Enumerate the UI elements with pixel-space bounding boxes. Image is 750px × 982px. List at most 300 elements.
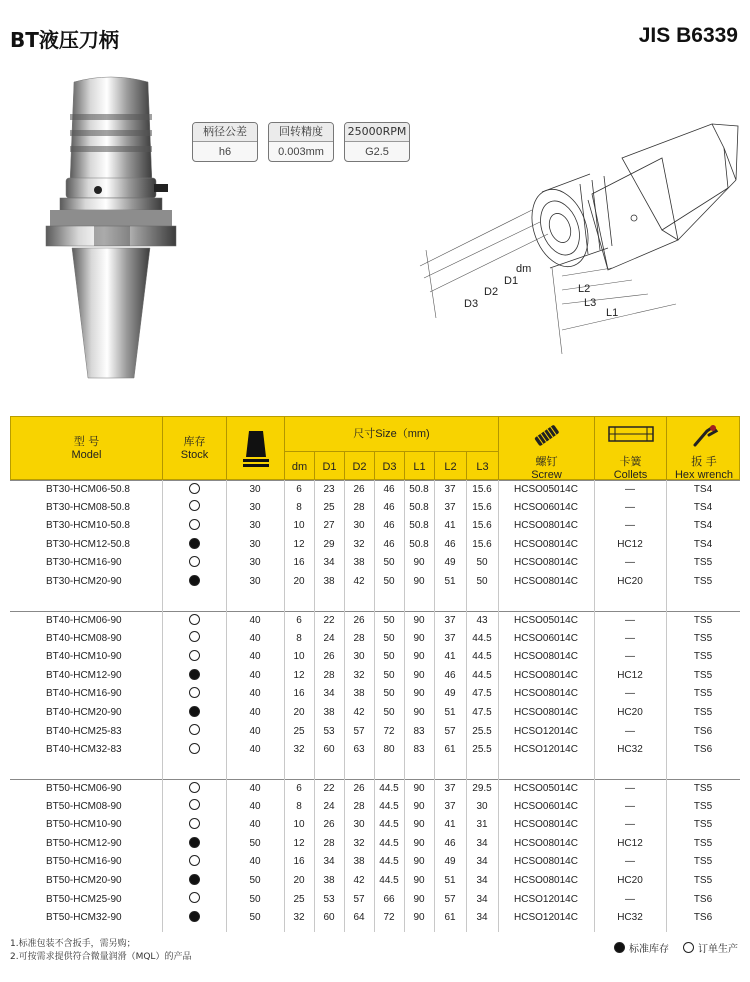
cell-d3: 46 <box>383 520 395 532</box>
table-row <box>10 630 740 649</box>
wrench-header-en: Hex wrench <box>674 469 734 481</box>
collets-header-en: Collets <box>613 469 648 481</box>
cell-d1: 34 <box>323 557 335 569</box>
badge-label: 25000RPM <box>345 123 409 142</box>
cell-d3: 44.5 <box>379 837 399 849</box>
cell-d2: 42 <box>353 707 365 718</box>
cell-l2: 37 <box>444 800 456 812</box>
cell-l1: 90 <box>413 651 425 663</box>
column-divider <box>374 480 375 932</box>
stock-indicator <box>162 573 226 592</box>
l3-label: L3 <box>584 297 597 309</box>
cell-screw: HCSO12014C <box>514 744 578 756</box>
cell-model: BT50-HCM06-90 <box>46 783 122 794</box>
collet-icon <box>607 423 655 445</box>
cell-l1: 90 <box>413 856 425 868</box>
open-circle-icon <box>189 743 200 754</box>
cell-collet: — <box>625 615 635 626</box>
hex-wrench-icon <box>689 421 719 449</box>
filled-circle-icon <box>189 669 200 680</box>
cell-d1: 24 <box>323 632 335 644</box>
wrench-header <box>667 417 741 481</box>
open-circle-icon <box>189 892 200 903</box>
cell-l1: 90 <box>413 669 425 681</box>
table-row <box>10 685 740 704</box>
cell-d2: 42 <box>353 875 365 886</box>
cell-d3: 50 <box>383 707 395 718</box>
cell-l1: 50.8 <box>409 501 429 513</box>
cell-d1: 34 <box>323 688 335 700</box>
cell-dm: 25 <box>293 725 305 737</box>
cell-d2: 38 <box>353 557 365 569</box>
stock-indicator <box>162 891 226 910</box>
cell-wrench: TS5 <box>693 632 713 644</box>
cell-dm: 12 <box>293 538 305 550</box>
cell-l2: 49 <box>444 557 456 569</box>
table-row <box>10 667 740 686</box>
cell-screw: HCSO08014C <box>514 875 578 886</box>
footnote: 1.标准包装不含扳手，需另购； <box>10 939 136 949</box>
cell-dm: 10 <box>293 520 305 532</box>
table-row <box>10 499 740 518</box>
cell-dm: 8 <box>296 800 302 812</box>
cell-l2: 51 <box>444 707 456 718</box>
cell-model: BT50-HCM10-90 <box>46 819 122 831</box>
cell-l3: 50 <box>476 557 488 569</box>
cell-dm: 16 <box>293 688 305 700</box>
cell-collet: — <box>625 800 635 812</box>
cell-bt: 30 <box>249 501 261 513</box>
cell-model: BT50-HCM25-90 <box>46 893 122 905</box>
cell-screw: HCSO08014C <box>514 856 578 868</box>
stock-header <box>163 417 227 481</box>
page-title: BT液压刀柄 <box>10 28 119 52</box>
cell-wrench: TS4 <box>693 501 713 513</box>
cell-collet: — <box>625 893 635 905</box>
dim-header-d2: D2 <box>345 451 375 481</box>
cell-dm: 6 <box>296 783 302 794</box>
cell-l1: 90 <box>413 837 425 849</box>
cell-bt: 30 <box>249 538 261 550</box>
cell-model: BT50-HCM16-90 <box>46 856 122 868</box>
cell-model: BT40-HCM25-83 <box>46 725 122 737</box>
cell-l2: 57 <box>444 725 456 737</box>
stock-indicator <box>162 741 226 760</box>
open-circle-icon <box>189 631 200 642</box>
table-row <box>10 909 740 928</box>
cell-d1: 38 <box>323 707 335 718</box>
legend-order: 订单生产 <box>698 944 738 955</box>
cell-collet: HC12 <box>617 538 643 550</box>
cell-l1: 90 <box>413 875 425 886</box>
cell-bt: 40 <box>249 669 261 681</box>
cell-dm: 32 <box>293 744 305 756</box>
stock-indicator <box>162 835 226 854</box>
model-header-cn: 型 号 <box>73 435 100 448</box>
stock-indicator <box>162 536 226 555</box>
cell-l3: 34 <box>476 875 488 886</box>
cell-collet: — <box>625 725 635 737</box>
tool-holder-photo <box>36 72 186 392</box>
cell-l1: 90 <box>413 557 425 569</box>
cell-bt: 50 <box>249 837 261 849</box>
cell-l3: 44.5 <box>472 632 492 644</box>
cell-d2: 32 <box>353 669 365 681</box>
column-divider <box>344 480 345 932</box>
cell-model: BT30-HCM08-50.8 <box>46 501 130 513</box>
cell-dm: 12 <box>293 669 305 681</box>
cell-bt: 40 <box>249 800 261 812</box>
cell-bt: 40 <box>249 819 261 831</box>
cell-l1: 90 <box>413 912 425 924</box>
table-row <box>10 723 740 742</box>
open-circle-icon <box>189 500 200 511</box>
taper-header <box>227 417 285 481</box>
column-divider <box>434 480 435 932</box>
stock-indicator <box>162 909 226 928</box>
stock-indicator <box>162 648 226 667</box>
cell-bt: 30 <box>249 557 261 569</box>
runout-badge <box>268 122 334 162</box>
cell-d1: 24 <box>323 800 335 812</box>
cell-d3: 80 <box>383 744 395 756</box>
cell-bt: 40 <box>249 783 261 794</box>
cell-l3: 34 <box>476 893 488 905</box>
cell-d2: 42 <box>353 576 365 587</box>
cell-d2: 30 <box>353 520 365 532</box>
cell-l2: 37 <box>444 783 456 794</box>
cell-wrench: TS6 <box>693 725 713 737</box>
cell-l1: 83 <box>413 744 425 756</box>
cell-l2: 41 <box>444 819 456 831</box>
cell-l2: 46 <box>444 538 456 550</box>
cell-d1: 28 <box>323 837 335 849</box>
cell-d3: 46 <box>383 538 395 550</box>
stock-indicator <box>162 517 226 536</box>
table-row <box>10 536 740 555</box>
cell-l2: 37 <box>444 615 456 626</box>
cell-collet: HC20 <box>617 875 643 886</box>
table-row <box>10 480 740 499</box>
d3-label: D3 <box>464 298 479 310</box>
cell-d1: 38 <box>323 576 335 587</box>
open-circle-icon <box>189 483 200 494</box>
cell-l1: 83 <box>413 725 425 737</box>
cell-d3: 66 <box>383 893 395 905</box>
table-row <box>10 741 740 760</box>
cell-collet: HC12 <box>617 837 643 849</box>
cell-dm: 8 <box>296 632 302 644</box>
badge-label: 柄径公差 <box>193 123 257 142</box>
cell-dm: 20 <box>293 707 305 718</box>
cell-collet: HC20 <box>617 707 643 718</box>
column-divider <box>284 480 285 932</box>
cell-l2: 41 <box>444 520 456 532</box>
cell-l1: 90 <box>413 783 425 794</box>
cell-d2: 30 <box>353 651 365 663</box>
cell-l3: 15.6 <box>472 501 492 513</box>
cell-screw: HCSO08014C <box>514 837 578 849</box>
cell-l3: 44.5 <box>472 669 492 681</box>
cell-collet: — <box>625 856 635 868</box>
cell-dm: 6 <box>296 484 302 495</box>
cell-l2: 37 <box>444 632 456 644</box>
cell-collet: HC32 <box>617 744 643 756</box>
cell-d2: 38 <box>353 856 365 868</box>
cell-bt: 50 <box>249 912 261 924</box>
cell-collet: HC20 <box>617 576 643 587</box>
cell-l3: 30 <box>476 800 488 812</box>
cell-screw: HCSO06014C <box>514 800 578 812</box>
cell-d1: 28 <box>323 669 335 681</box>
table-row <box>10 779 740 798</box>
column-divider <box>226 480 227 932</box>
cell-l3: 47.5 <box>472 707 492 718</box>
column-divider <box>466 480 467 932</box>
cell-screw: HCSO08014C <box>514 557 578 569</box>
standard-code: JIS B6339 <box>638 24 738 47</box>
cell-model: BT50-HCM08-90 <box>46 800 122 812</box>
size-header: 尺寸Size（mm) <box>285 417 499 451</box>
stock-indicator <box>162 704 226 723</box>
cell-l1: 50.8 <box>409 520 429 532</box>
cell-model: BT30-HCM12-50.8 <box>46 538 130 550</box>
cell-d3: 50 <box>383 576 395 587</box>
dim-header-l3: L3 <box>467 451 499 481</box>
cell-dm: 32 <box>293 912 305 924</box>
cell-d3: 50 <box>383 557 395 569</box>
cell-dm: 8 <box>296 501 302 513</box>
cell-screw: HCSO12014C <box>514 912 578 924</box>
cell-l1: 90 <box>413 800 425 812</box>
cell-wrench: TS4 <box>693 538 713 550</box>
table-row <box>10 816 740 835</box>
cell-l3: 25.5 <box>472 725 492 737</box>
cell-d3: 50 <box>383 615 395 626</box>
badge-value: 0.003mm <box>278 146 324 158</box>
column-divider <box>666 480 667 932</box>
dm-label: dm <box>516 263 532 275</box>
cell-l3: 44.5 <box>472 651 492 663</box>
cell-l3: 47.5 <box>472 688 492 700</box>
cell-wrench: TS5 <box>693 783 713 794</box>
cell-l1: 90 <box>413 615 425 626</box>
cell-l2: 61 <box>444 744 456 756</box>
open-circle-icon <box>189 519 200 530</box>
stock-indicator <box>162 612 226 631</box>
cell-screw: HCSO08014C <box>514 576 578 587</box>
cell-l3: 15.6 <box>472 484 492 495</box>
cell-model: BT40-HCM08-90 <box>46 632 122 644</box>
cell-d1: 27 <box>323 520 335 532</box>
cell-screw: HCSO12014C <box>514 893 578 905</box>
cell-d3: 50 <box>383 651 395 663</box>
footnote: 2.可按需求提供符合微量润滑（MQL）的产品 <box>10 952 192 962</box>
cell-l2: 41 <box>444 651 456 663</box>
cell-collet: — <box>625 688 635 700</box>
open-circle-icon <box>683 942 694 953</box>
cell-l2: 51 <box>444 875 456 886</box>
cell-d1: 60 <box>323 912 335 924</box>
cell-l1: 50.8 <box>409 538 429 550</box>
open-circle-icon <box>189 799 200 810</box>
cell-d2: 38 <box>353 688 365 700</box>
open-circle-icon <box>189 650 200 661</box>
cell-bt: 30 <box>249 576 261 587</box>
filled-circle-icon <box>189 706 200 717</box>
cell-d3: 50 <box>383 688 395 700</box>
cell-screw: HCSO06014C <box>514 501 578 513</box>
table-row <box>10 853 740 872</box>
cell-model: BT30-HCM20-90 <box>46 576 122 587</box>
balance-badge <box>344 122 410 162</box>
table-row <box>10 648 740 667</box>
cell-wrench: TS4 <box>693 484 713 495</box>
d2-label: D2 <box>484 286 499 298</box>
table-row <box>10 798 740 817</box>
stock-indicator <box>162 872 226 891</box>
cell-l2: 37 <box>444 484 456 495</box>
table-row <box>10 611 740 630</box>
cell-model: BT50-HCM20-90 <box>46 875 122 886</box>
cell-screw: HCSO08014C <box>514 688 578 700</box>
dimension-diagram <box>412 118 742 358</box>
stock-indicator <box>162 667 226 686</box>
open-circle-icon <box>189 724 200 735</box>
footnotes <box>10 938 191 964</box>
cell-bt: 30 <box>249 520 261 532</box>
cell-l3: 50 <box>476 576 488 587</box>
cell-dm: 25 <box>293 893 305 905</box>
cell-wrench: TS5 <box>693 576 713 587</box>
cell-bt: 40 <box>249 744 261 756</box>
cell-screw: HCSO05014C <box>514 615 578 626</box>
stock-indicator <box>162 685 226 704</box>
cell-wrench: TS5 <box>693 800 713 812</box>
legend-standard: 标准库存 <box>629 944 669 955</box>
l1-label: L1 <box>606 307 619 319</box>
stock-indicator <box>162 499 226 518</box>
cell-d2: 63 <box>353 744 365 756</box>
cell-d1: 53 <box>323 893 335 905</box>
cell-wrench: TS5 <box>693 669 713 681</box>
cell-d1: 53 <box>323 725 335 737</box>
cell-l3: 25.5 <box>472 744 492 756</box>
stock-indicator <box>162 554 226 573</box>
cell-d2: 64 <box>353 912 365 924</box>
cell-d2: 26 <box>353 783 365 794</box>
cell-d1: 26 <box>323 651 335 663</box>
tolerance-badge <box>192 122 258 162</box>
cell-d2: 32 <box>353 837 365 849</box>
cell-bt: 40 <box>249 688 261 700</box>
cell-d3: 46 <box>383 484 395 495</box>
cell-l1: 90 <box>413 707 425 718</box>
screw-header-cn: 螺钉 <box>535 455 558 468</box>
table-row <box>10 835 740 854</box>
cell-d3: 44.5 <box>379 856 399 868</box>
cell-wrench: TS5 <box>693 875 713 886</box>
cell-model: BT50-HCM32-90 <box>46 912 122 924</box>
cell-l1: 90 <box>413 893 425 905</box>
cell-l1: 90 <box>413 819 425 831</box>
cell-collet: — <box>625 783 635 794</box>
stock-legend <box>614 940 738 955</box>
table-row <box>10 704 740 723</box>
cell-d3: 72 <box>383 912 395 924</box>
cell-collet: — <box>625 819 635 831</box>
cell-screw: HCSO08014C <box>514 520 578 532</box>
cell-l2: 51 <box>444 576 456 587</box>
cell-screw: HCSO06014C <box>514 632 578 644</box>
cell-screw: HCSO08014C <box>514 669 578 681</box>
d1-label: D1 <box>504 275 519 287</box>
cell-collet: — <box>625 520 635 532</box>
cell-l3: 15.6 <box>472 520 492 532</box>
open-circle-icon <box>189 855 200 866</box>
cell-l1: 90 <box>413 576 425 587</box>
cell-d1: 23 <box>323 484 335 495</box>
spec-badges <box>192 122 410 162</box>
cell-l3: 34 <box>476 837 488 849</box>
badge-value: h6 <box>218 146 232 158</box>
table-row <box>10 872 740 891</box>
cell-l1: 90 <box>413 632 425 644</box>
stock-indicator <box>162 630 226 649</box>
cell-collet: — <box>625 501 635 513</box>
cell-l3: 43 <box>476 615 488 626</box>
cell-model: BT40-HCM20-90 <box>46 707 122 718</box>
stock-header-en: Stock <box>180 449 209 461</box>
column-divider <box>594 480 595 932</box>
cell-l3: 31 <box>476 819 488 831</box>
taper-icon <box>227 417 285 481</box>
cell-model: BT30-HCM10-50.8 <box>46 520 130 532</box>
cell-bt: 50 <box>249 875 261 886</box>
cell-collet: — <box>625 557 635 569</box>
stock-indicator <box>162 816 226 835</box>
stock-indicator <box>162 780 226 799</box>
cell-collet: — <box>625 651 635 663</box>
cell-wrench: TS5 <box>693 557 713 569</box>
cell-wrench: TS5 <box>693 615 713 626</box>
screw-header <box>499 417 595 481</box>
cell-d2: 57 <box>353 893 365 905</box>
cell-d1: 25 <box>323 501 335 513</box>
open-circle-icon <box>189 818 200 829</box>
cell-wrench: TS6 <box>693 893 713 905</box>
stock-indicator <box>162 481 226 500</box>
cell-dm: 10 <box>293 819 305 831</box>
table-row <box>10 554 740 573</box>
column-divider <box>404 480 405 932</box>
cell-l2: 46 <box>444 837 456 849</box>
cell-model: BT40-HCM06-90 <box>46 615 122 626</box>
cell-d2: 28 <box>353 800 365 812</box>
cell-screw: HCSO05014C <box>514 783 578 794</box>
cell-d2: 30 <box>353 819 365 831</box>
dim-header-l1: L1 <box>405 451 435 481</box>
model-header <box>11 417 163 481</box>
cell-l1: 50.8 <box>409 484 429 495</box>
cell-bt: 30 <box>249 484 261 495</box>
cell-model: BT50-HCM12-90 <box>46 837 122 849</box>
cell-l2: 49 <box>444 688 456 700</box>
open-circle-icon <box>189 687 200 698</box>
cell-d2: 28 <box>353 501 365 513</box>
cell-bt: 40 <box>249 707 261 718</box>
cell-d1: 34 <box>323 856 335 868</box>
